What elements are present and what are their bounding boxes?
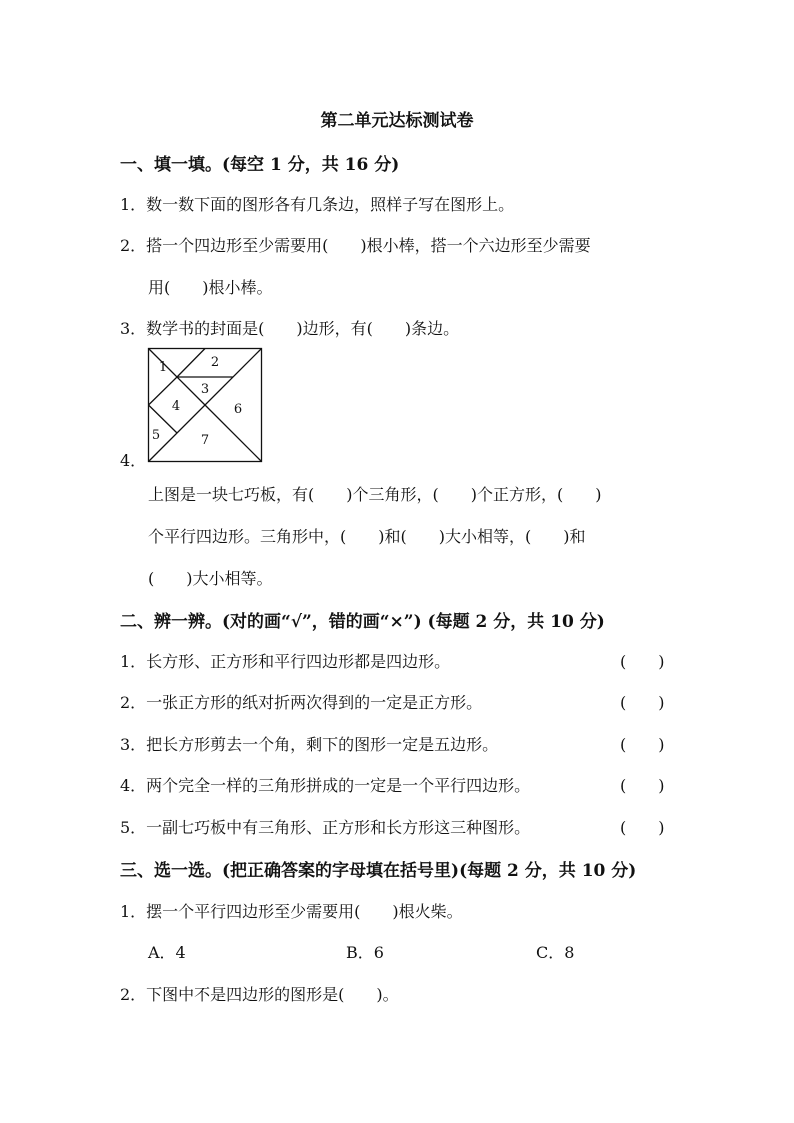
section-1-question-2-line-2: 用( )根小棒。 [148,278,273,297]
section-1-question-3: 3．数学书的封面是( )边形，有( )条边。 [120,319,460,338]
judgement-item [120,732,680,755]
section-1-question-4-number: 4． [120,451,147,470]
tangram-label-4: 4 [171,399,181,414]
section-1-question-2-line-1: 2．搭一个四边形至少需要用( )根小棒，搭一个六边形至少需要 [120,236,591,255]
option-b[interactable]: B．6 [346,943,384,962]
section-3-heading: 三、选一选。(把正确答案的字母填在括号里)(每题 2 分，共 10 分) [120,861,637,881]
tangram-label-3: 3 [200,382,210,397]
answer-parentheses[interactable]: ( ) [620,818,665,837]
judgement-text: 1．长方形、正方形和平行四边形都是四边形。 [120,652,451,671]
tangram-edge [177,349,205,378]
tangram-label-1: 1 [158,360,168,375]
section-3-question-1-options [0,940,794,964]
judgement-item [120,815,680,838]
option-c[interactable]: C．8 [536,943,575,962]
judgement-text: 5．一副七巧板中有三角形、正方形和长方形这三种图形。 [120,818,531,837]
judgement-item [120,690,680,713]
answer-parentheses[interactable]: ( ) [620,776,665,795]
tangram-figure [147,347,265,465]
section-2-heading: 二、辨一辨。(对的画“√”，错的画“×”) (每题 2 分，共 10 分) [120,612,605,632]
page-title: 第二单元达标测试卷 [320,111,474,131]
answer-parentheses[interactable]: ( ) [620,652,665,671]
section-3-question-2: 2．下图中不是四边形的图形是( )。 [120,985,399,1004]
tangram-label-5: 5 [151,428,161,443]
option-a[interactable]: A．4 [148,943,186,962]
section-1-heading: 一、填一填。(每空 1 分，共 16 分) [120,155,400,175]
answer-parentheses[interactable]: ( ) [620,735,665,754]
judgement-item [120,773,680,796]
judgement-text: 4．两个完全一样的三角形拼成的一定是一个平行四边形。 [120,776,531,795]
tangram-label-7: 7 [200,433,210,448]
answer-parentheses[interactable]: ( ) [620,693,665,712]
section-1-question-1: 1．数一数下面的图形各有几条边，照样子写在图形上。 [120,195,515,214]
tangram-label-2: 2 [210,355,220,370]
judgement-item [120,649,680,672]
judgement-text: 2．一张正方形的纸对折两次得到的一定是正方形。 [120,693,483,712]
tangram-label-6: 6 [233,402,243,417]
section-3-question-1: 1．摆一个平行四边形至少需要用( )根火柴。 [120,902,463,921]
section-1-question-4-line-2: 个平行四边形。三角形中，( )和( )大小相等，( )和 [148,527,586,546]
section-1-question-4-line-3: ( )大小相等。 [148,569,273,588]
judgement-text: 3．把长方形剪去一个角，剩下的图形一定是五边形。 [120,735,499,754]
section-1-question-4-line-1: 上图是一块七巧板，有( )个三角形，( )个正方形，( ) [148,485,602,504]
